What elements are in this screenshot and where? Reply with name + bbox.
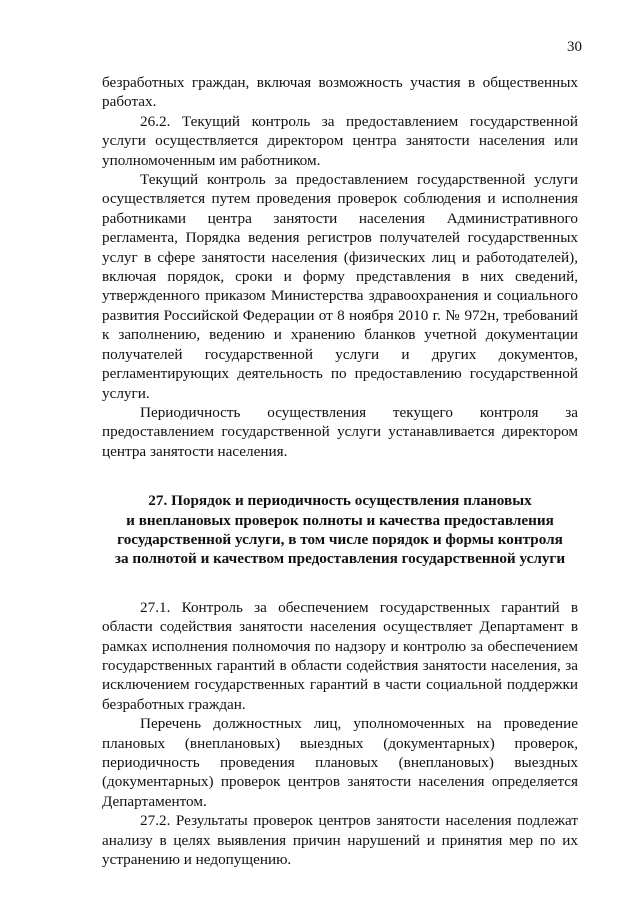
paragraph-26-2: 26.2. Текущий контроль за предоставлением государственной услуги осуществляется директором центра занятости населения или уполномоченным им работником. [102,112,578,169]
paragraph-27-1: 27.1. Контроль за обеспечением государственных гарантий в области содействия занятости населения осуществляет Департамент в рамках исполнения полномочия по надзору и контролю за обеспечением государственных гарантий в области содействия занятости населения, за исключением государственных гарантий в части социальной поддержки безработных граждан. [102,598,578,713]
paragraph-current-control: Текущий контроль за предоставлением государственной услуги осуществляется путем проведения проверок соблюдения и исполнения работниками центра занятости населения Административного регламента, Порядка ведения регистров получателей государственных услуг в сфере занятости населения (физических лиц и работодателей), включая порядок, сроки и форму представления в них сведений, утвержденного приказом Министерства здравоохранения и социального развития Российской Федерации от 8 ноября 2010 г. № 972н, требований к заполнению, ведению и хранению бланков учетной документации получателей государственной услуги и других документов, регламентирующих деятельность по предоставлению государственной услуги. [102,171,578,402]
section-heading-27 [102,491,578,569]
page-number: 30 [567,39,582,55]
paragraph-27-2: 27.2. Результаты проверок центров занятости населения подлежат анализу в целях выявления причин нарушений и принятия мер по их устранению и недопущению. [102,812,578,869]
paragraph-periodicity: Периодичность осуществления текущего контроля за предоставлением государственной услуги устанавливается директором центра занятости населения. [102,403,578,460]
document-body [102,73,578,869]
heading-line: 27. Порядок и периодичность осуществления плановых [148,492,532,510]
heading-line: государственной услуги, в том числе порядок и формы контроля [117,530,563,548]
heading-line: за полнотой и качеством предоставления государственной услуги [114,550,566,568]
paragraph-officials-list: Перечень должностных лиц, уполномоченных на проведение плановых (внеплановых) выездных (документарных) проверок, периодичность проведения плановых (внеплановых) выездных (документарных) проверок центров занятости населения определяется Департаментом. [102,715,578,810]
paragraph-continuation: безработных граждан, включая возможность участия в общественных работах. [102,74,578,111]
heading-line: и внеплановых проверок полноты и качества предоставления [126,511,554,529]
